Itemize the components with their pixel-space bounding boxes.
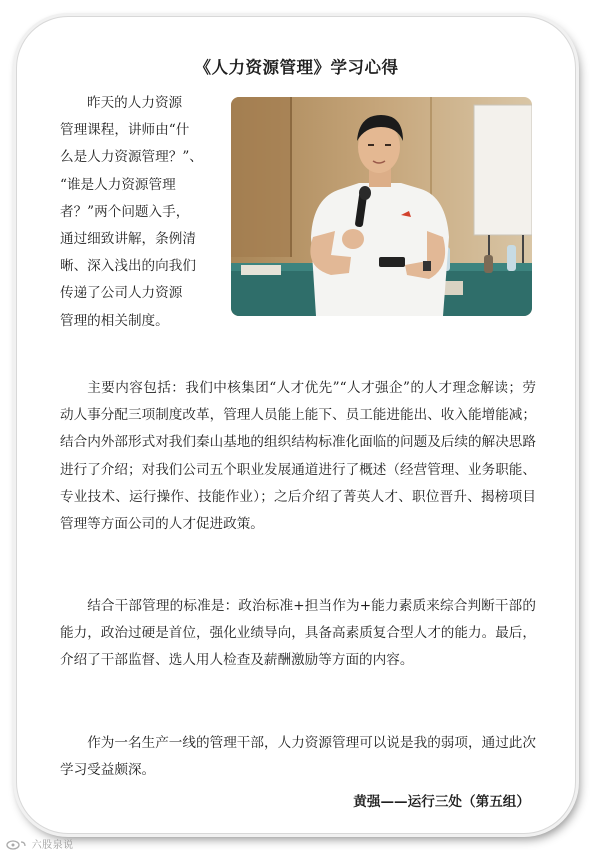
watermark <box>6 836 74 851</box>
intro-line: 晰、深入浅出的向我们 <box>60 258 196 275</box>
lecturer-photo <box>231 97 532 316</box>
author-signature: 黄强——运行三处（第五组） <box>353 794 530 810</box>
watermark-text: 六股泉说 <box>31 840 74 851</box>
intro-paragraph <box>60 90 228 335</box>
intro-line: 传递了公司人力资源 <box>60 285 183 302</box>
paragraph-main-content: 主要内容包括：我们中核集团“人才优先”“人才强企”的人才理念解读；劳动人事分配三项制度改革，管理人员能上能下、员工能进能出、收入能增能减；结合内外部形式对我们秦山基地的组织结构标准化面临的问题及后续的解决思路进行了介绍；对我们公司五个职业发展通道进行了概述（经营管理、业务职能、专业技术、运行操作、技能作业）；之后介绍了菁英人才、职位晋升、揭榜项目管理等方面公司的人才促进政策。 <box>60 380 536 533</box>
intro-line: 者？”两个问题入手， <box>60 203 190 220</box>
intro-line: 管理的相关制度。 <box>60 312 169 329</box>
intro-line: 昨天的人力资源 <box>87 95 183 111</box>
intro-line: 管理课程，讲师由“什 <box>60 122 190 139</box>
intro-line: 通过细致讲解，条例清 <box>60 231 196 248</box>
weibo-logo-icon <box>6 840 28 850</box>
intro-line: 么是人力资源管理？”、 <box>60 149 203 166</box>
paragraph-conclusion: 作为一名生产一线的管理干部，人力资源管理可以说是我的弱项，通过此次学习受益颇深。 <box>60 735 536 779</box>
intro-line: “谁是人力资源管理 <box>60 176 176 193</box>
paragraph-cadre-management: 结合干部管理的标准是：政治标准+担当作为+能力素质来综合判断干部的能力，政治过硬是首位，强化业绩导向，具备高素质复合型人才的能力。最后，介绍了干部监督、选人用人检查及薪酬激励等方面的内容。 <box>60 598 536 669</box>
document-title: 《人力资源管理》学习心得 <box>194 58 399 77</box>
